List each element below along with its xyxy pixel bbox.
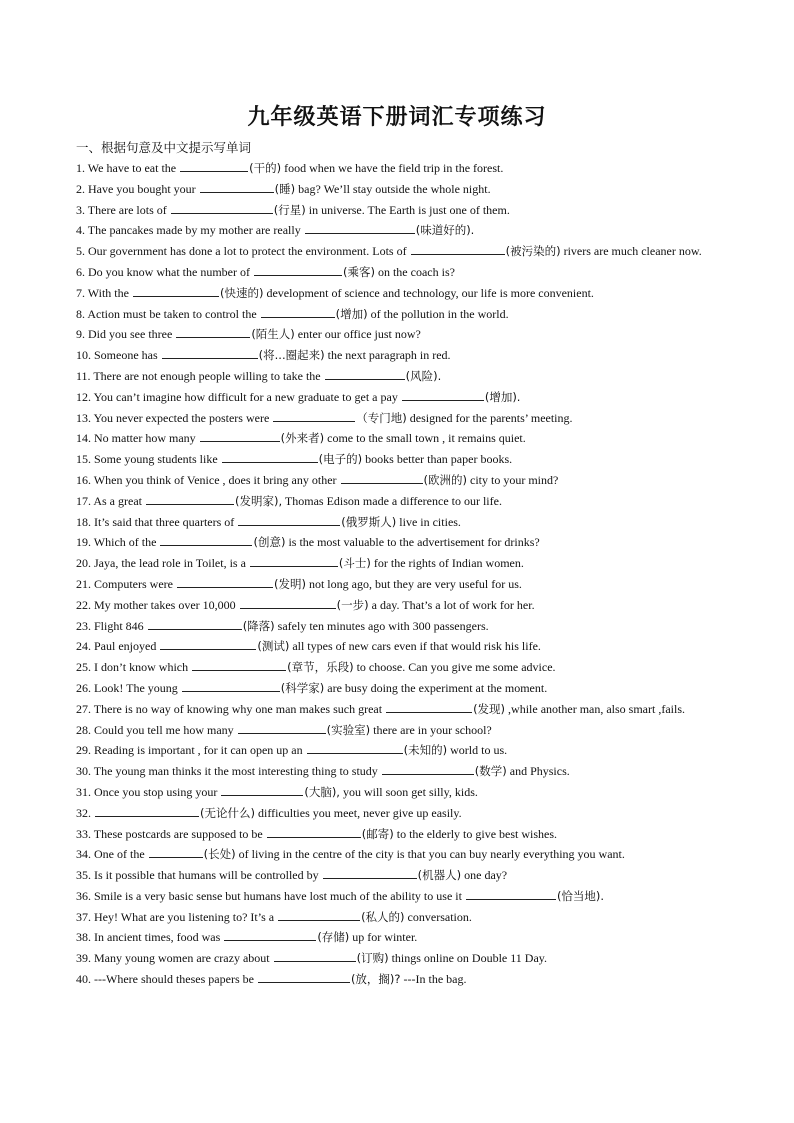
- question-number: 23.: [76, 618, 94, 633]
- chinese-hint: (行星): [273, 202, 306, 217]
- chinese-hint: (实验室): [326, 722, 371, 737]
- answer-blank[interactable]: [192, 659, 286, 671]
- question-text-after: come to the small town , it remains quiet.: [324, 431, 526, 446]
- question-item: [76, 262, 726, 283]
- question-text-after: books better than paper books.: [362, 452, 513, 467]
- question-number: 24.: [76, 639, 94, 654]
- question-text-before: Computers were: [94, 576, 176, 591]
- chinese-hint: (欧洲的): [423, 472, 468, 487]
- question-item: [76, 616, 726, 637]
- chinese-hint: (长处): [203, 847, 236, 862]
- question-text-after: Thomas Edison made a difference to our life.: [282, 493, 502, 508]
- question-text-after: of the pollution in the world.: [367, 306, 509, 321]
- question-text-before: Someone has: [94, 348, 161, 363]
- question-text-after: there are in your school?: [370, 722, 492, 737]
- chinese-hint: (斗士): [338, 556, 371, 571]
- answer-blank[interactable]: [149, 846, 203, 858]
- chinese-hint: (发现): [473, 701, 506, 716]
- question-text-before: One of the: [94, 847, 148, 862]
- question-text-before: As a great: [93, 493, 145, 508]
- question-text-after: bag? We’ll stay outside the whole night.: [295, 181, 491, 196]
- chinese-hint: (电子的): [318, 452, 363, 467]
- question-number: 10.: [76, 348, 94, 363]
- question-text-before: Which of the: [93, 535, 160, 550]
- answer-blank[interactable]: [160, 638, 256, 650]
- question-text-before: Hey! What are you listening to? It’s a: [94, 909, 278, 924]
- answer-blank[interactable]: [95, 805, 199, 817]
- answer-blank[interactable]: [177, 576, 273, 588]
- question-text-before: You never expected the posters were: [93, 410, 273, 425]
- question-text-before: When you think of Venice , does it bring any other: [93, 472, 340, 487]
- answer-blank[interactable]: [180, 160, 248, 172]
- answer-blank[interactable]: [148, 618, 242, 630]
- chinese-hint: (邮寄): [361, 826, 394, 841]
- answer-blank[interactable]: [171, 202, 273, 214]
- chinese-hint: （专门地): [356, 410, 407, 425]
- question-text-after: city to your mind?: [467, 472, 559, 487]
- question-text-before: ---Where should theses papers be: [94, 972, 257, 987]
- question-text-before: With the: [87, 285, 132, 300]
- question-text-after: things online on Double 11 Day.: [388, 951, 548, 966]
- question-number: 5.: [76, 244, 88, 259]
- question-text-before: These postcards are supposed to be: [93, 826, 266, 841]
- answer-blank[interactable]: [238, 514, 340, 526]
- chinese-hint: (降落): [242, 618, 275, 633]
- chinese-hint: (风险).: [405, 368, 442, 383]
- chinese-hint: (发明): [273, 576, 306, 591]
- chinese-hint: (存储): [317, 930, 350, 945]
- question-item: [76, 699, 726, 720]
- question-text-before: There are lots of: [87, 202, 170, 217]
- question-text-before: Flight 846: [94, 618, 147, 633]
- question-number: 32.: [76, 805, 94, 820]
- question-text-after: ---In the bag.: [400, 972, 467, 987]
- question-text-after: live in cities.: [396, 514, 461, 529]
- section-heading: 一、根据句意及中文提示写单词: [76, 140, 252, 155]
- question-text-before: No matter how many: [94, 431, 199, 446]
- question-item: [76, 844, 726, 865]
- question-item: [76, 428, 726, 449]
- chinese-hint: (外来者): [280, 431, 325, 446]
- chinese-hint: (恰当地).: [556, 888, 605, 903]
- question-item: [76, 449, 726, 470]
- question-item: [76, 886, 726, 907]
- chinese-hint: (未知的): [403, 743, 448, 758]
- answer-blank[interactable]: [250, 555, 338, 567]
- question-number: 33.: [76, 826, 94, 841]
- question-text-before: There are not enough people willing to take the: [93, 368, 324, 383]
- question-text-before: Jaya, the lead role in Toilet, is a: [94, 556, 249, 571]
- chinese-hint: (章节，乐段): [287, 660, 354, 675]
- question-text-after: designed for the parents’ meeting.: [406, 410, 573, 425]
- question-text-before: My mother takes over 10,000: [94, 597, 239, 612]
- question-item: [76, 782, 726, 803]
- question-text-before: Paul enjoyed: [94, 639, 160, 654]
- question-text-before: Look! The young: [94, 680, 181, 695]
- question-number: 19.: [76, 535, 94, 550]
- answer-blank[interactable]: [162, 347, 258, 359]
- answer-blank[interactable]: [278, 909, 360, 921]
- question-number: 2.: [76, 181, 88, 196]
- answer-blank[interactable]: [341, 472, 423, 484]
- answer-blank[interactable]: [261, 306, 335, 318]
- question-number: 16.: [76, 472, 94, 487]
- chinese-hint: (放，搁)?: [350, 972, 401, 987]
- question-item: [76, 574, 726, 595]
- question-text-after: enter our office just now?: [294, 327, 421, 342]
- answer-blank[interactable]: [274, 950, 356, 962]
- question-number: 20.: [76, 556, 94, 571]
- question-text-after: in universe. The Earth is just one of them.: [305, 202, 510, 217]
- question-text-before: In ancient times, food was: [94, 930, 224, 945]
- question-text-after: is the most valuable to the advertisement for drinks?: [285, 535, 540, 550]
- answer-blank[interactable]: [386, 701, 472, 713]
- question-text-after: all types of new cars even if that would risk his life.: [289, 639, 541, 654]
- answer-blank[interactable]: [267, 826, 361, 838]
- question-item: [76, 657, 726, 678]
- question-item: [76, 761, 726, 782]
- question-text-before: Did you see three: [88, 327, 176, 342]
- question-item: [76, 241, 726, 262]
- chinese-hint: (大脑),: [304, 784, 340, 799]
- answer-blank[interactable]: [224, 929, 316, 941]
- chinese-hint: (俄罗斯人): [341, 514, 397, 529]
- question-item: [76, 595, 726, 616]
- answer-blank[interactable]: [221, 784, 303, 796]
- question-number: 39.: [76, 951, 94, 966]
- chinese-hint: (私人的): [361, 909, 405, 924]
- page-title: 九年级英语下册词汇专项练习: [247, 104, 547, 130]
- question-number: 38.: [76, 930, 94, 945]
- question-text-before: Smile is a very basic sense but humans have lost much of the ability to use it: [94, 888, 465, 903]
- chinese-hint: (陌生人): [251, 327, 295, 342]
- question-number: 29.: [76, 743, 94, 758]
- chinese-hint: (将...圈起来): [258, 348, 325, 363]
- question-number: 22.: [76, 597, 94, 612]
- question-text-before: You can’t imagine how difficult for a new graduate to get a pay: [93, 389, 401, 404]
- answer-blank[interactable]: [133, 285, 219, 297]
- question-text-after: ,while another man, also smart ,fails.: [505, 701, 685, 716]
- chinese-hint: (创意): [253, 535, 286, 550]
- question-text-after: a day. That’s a lot of work for her.: [368, 597, 535, 612]
- answer-blank[interactable]: [222, 451, 318, 463]
- question-number: 37.: [76, 909, 94, 924]
- question-text-before: I don’t know which: [94, 660, 192, 675]
- question-item: [76, 408, 726, 429]
- question-text-before: Action must be taken to control the: [87, 306, 260, 321]
- question-item: [76, 179, 726, 200]
- question-list: [76, 158, 726, 990]
- answer-blank[interactable]: [273, 410, 355, 422]
- question-item: [76, 512, 726, 533]
- question-text-after: are busy doing the experiment at the moment.: [324, 680, 548, 695]
- question-number: 31.: [76, 784, 94, 799]
- answer-blank[interactable]: [382, 763, 474, 775]
- question-text-before: Reading is important , for it can open up an: [94, 743, 306, 758]
- answer-blank[interactable]: [305, 222, 415, 234]
- chinese-hint: (数学): [474, 764, 507, 779]
- chinese-hint: (味道好的).: [415, 223, 475, 238]
- question-number: 40.: [76, 972, 94, 987]
- answer-blank[interactable]: [258, 971, 350, 983]
- question-text-before: Many young women are crazy about: [94, 951, 273, 966]
- question-item: [76, 740, 726, 761]
- question-number: 9.: [76, 327, 88, 342]
- question-item: [76, 324, 726, 345]
- question-number: 6.: [76, 264, 88, 279]
- answer-blank[interactable]: [307, 742, 403, 754]
- question-number: 3.: [76, 202, 88, 217]
- question-text-after: world to us.: [447, 743, 508, 758]
- question-number: 15.: [76, 452, 94, 467]
- answer-blank[interactable]: [200, 181, 274, 193]
- question-text-before: The pancakes made by my mother are really: [87, 223, 304, 238]
- chinese-hint: (一步): [336, 597, 369, 612]
- question-number: 30.: [76, 764, 94, 779]
- question-text-before: We have to eat the: [87, 161, 180, 175]
- question-number: 13.: [76, 410, 94, 425]
- question-text-after: for the rights of Indian women.: [370, 556, 524, 571]
- question-number: 21.: [76, 576, 94, 591]
- chinese-hint: (被污染的): [505, 244, 561, 259]
- question-item: [76, 865, 726, 886]
- question-number: 8.: [76, 306, 88, 321]
- chinese-hint: (睡): [274, 181, 296, 196]
- answer-blank[interactable]: [254, 264, 342, 276]
- question-text-before: Have you bought your: [88, 181, 199, 196]
- answer-blank[interactable]: [176, 326, 250, 338]
- question-item: [76, 636, 726, 657]
- question-number: 26.: [76, 680, 94, 695]
- question-item: [76, 345, 726, 366]
- chinese-hint: (增加).: [484, 389, 521, 404]
- question-item: [76, 532, 726, 553]
- answer-blank[interactable]: [160, 534, 252, 546]
- question-text-after: to the elderly to give best wishes.: [393, 826, 558, 841]
- answer-blank[interactable]: [238, 722, 326, 734]
- question-item: [76, 304, 726, 325]
- chinese-hint: (乘客): [342, 264, 375, 279]
- question-item: [76, 366, 726, 387]
- question-text-after: conversation.: [404, 909, 472, 924]
- question-text-after: difficulties you meet, never give up easily.: [254, 805, 462, 820]
- question-text-after: of living in the centre of the city is that you can buy nearly everything you want.: [235, 847, 625, 862]
- question-number: 18.: [76, 514, 94, 529]
- question-text-after: up for winter.: [349, 930, 418, 945]
- question-item: [76, 720, 726, 741]
- question-number: 28.: [76, 722, 94, 737]
- question-number: 36.: [76, 888, 94, 903]
- question-item: [76, 200, 726, 221]
- question-item: [76, 387, 726, 408]
- question-text-before: Our government has done a lot to protect the environment. Lots of: [88, 244, 410, 259]
- question-number: 11.: [76, 368, 94, 383]
- answer-blank[interactable]: [323, 867, 417, 879]
- chinese-hint: (无论什么): [200, 805, 255, 820]
- chinese-hint: (测试): [257, 639, 290, 654]
- question-text-before: Some young students like: [94, 452, 221, 467]
- question-item: [76, 678, 726, 699]
- question-text-after: you will soon get silly, kids.: [339, 784, 478, 799]
- question-text-after: food when we have the field trip in the forest.: [281, 161, 504, 175]
- question-text-after: not long ago, but they are very useful for us.: [305, 576, 522, 591]
- question-item: [76, 927, 726, 948]
- question-item: [76, 220, 726, 241]
- question-item: [76, 158, 726, 179]
- answer-blank[interactable]: [402, 389, 484, 401]
- question-number: 7.: [76, 285, 88, 300]
- answer-blank[interactable]: [466, 888, 556, 900]
- question-item: [76, 969, 726, 990]
- question-text-after: one day?: [461, 868, 508, 883]
- question-text-after: safely ten minutes ago with 300 passengers.: [274, 618, 489, 633]
- question-item: [76, 907, 726, 928]
- question-text-after: the next paragraph in red.: [324, 348, 451, 363]
- question-number: 17.: [76, 493, 94, 508]
- answer-blank[interactable]: [200, 430, 280, 442]
- question-item: [76, 283, 726, 304]
- question-number: 12.: [76, 389, 94, 404]
- chinese-hint: (订购): [356, 951, 389, 966]
- question-item: [76, 824, 726, 845]
- question-text-before: The young man thinks it the most interesting thing to study: [93, 764, 381, 779]
- question-number: 25.: [76, 660, 94, 675]
- question-item: [76, 948, 726, 969]
- question-text-after: and Physics.: [506, 764, 570, 779]
- answer-blank[interactable]: [146, 493, 234, 505]
- question-item: [76, 553, 726, 574]
- question-text-before: Could you tell me how many: [94, 722, 237, 737]
- answer-blank[interactable]: [325, 368, 405, 380]
- question-number: 34.: [76, 847, 94, 862]
- chinese-hint: (增加): [335, 306, 368, 321]
- question-item: [76, 470, 726, 491]
- question-number: 1.: [76, 161, 88, 175]
- question-text-after: on the coach is?: [374, 264, 455, 279]
- question-text-before: Is it possible that humans will be controlled by: [94, 868, 322, 883]
- question-number: 4.: [76, 223, 88, 238]
- question-item: [76, 803, 726, 824]
- answer-blank[interactable]: [411, 243, 505, 255]
- chinese-hint: (机器人): [417, 868, 462, 883]
- question-text-before: It’s said that three quarters of: [94, 514, 238, 529]
- answer-blank[interactable]: [240, 597, 336, 609]
- question-text-after: to choose. Can you give me some advice.: [353, 660, 556, 675]
- question-number: 35.: [76, 868, 94, 883]
- chinese-hint: (干的): [249, 161, 282, 175]
- chinese-hint: (快速的): [219, 285, 264, 300]
- question-text-after: rivers are much cleaner now.: [560, 244, 702, 259]
- chinese-hint: (发明家),: [235, 493, 283, 508]
- question-text-before: Do you know what the number of: [88, 264, 253, 279]
- question-text-before: There is no way of knowing why one man makes such great: [93, 701, 386, 716]
- question-number: 27.: [76, 701, 94, 716]
- chinese-hint: (科学家): [280, 680, 325, 695]
- question-text-after: development of science and technology, our life is more convenient.: [263, 285, 594, 300]
- question-text-before: Once you stop using your: [94, 784, 221, 799]
- question-number: 14.: [76, 431, 94, 446]
- question-item: [76, 491, 726, 512]
- answer-blank[interactable]: [182, 680, 280, 692]
